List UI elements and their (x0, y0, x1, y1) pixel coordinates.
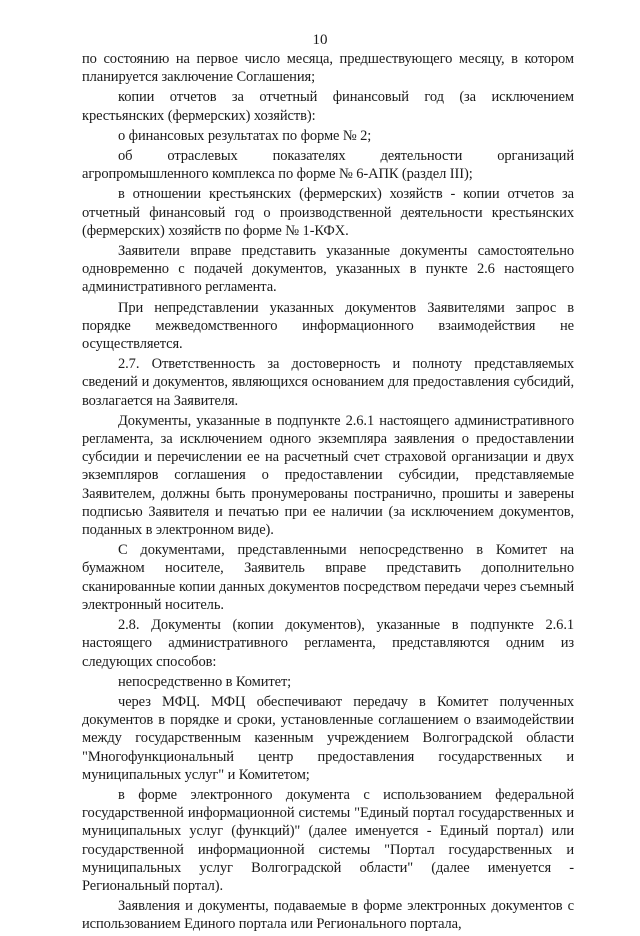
paragraph-12: непосредственно в Комитет; (118, 673, 292, 690)
paragraph-11: 2.8. Документы (копии документов), указанные в подпункте 2.6.1 настоящего административного регламента, представляются одним из следующих способов: (82, 617, 574, 670)
paragraph-10: С документами, представленными непосредственно в Комитет на бумажном носителе, Заявитель вправе представить дополнительно сканированные копии данных документов посредством передачи через съемный электронный носитель. (82, 542, 574, 613)
paragraph-3: о финансовых результатах по форме № 2; (118, 127, 372, 144)
paragraph-8: 2.7. Ответственность за достоверность и полноту представляемых сведений и документов, являющихся основанием для предоставления субсидий, возлагается на Заявителя. (82, 356, 574, 409)
paragraph-14: в форме электронного документа с использованием федеральной государственной информационной системы "Единый портал государственных и муниципальных услуг (функций)" (далее именуется - Единый портал) или государственной информационной системы "Портал государственных и муниципальных услуг Волгоградской области" (далее именуется - Региональный портал). (82, 786, 574, 894)
page-number: 10 (312, 32, 328, 48)
paragraph-5: в отношении крестьянских (фермерских) хозяйств - копии отчетов за отчетный финансовый год о производственной деятельности крестьянских (фермерских) хозяйств по форме № 1-КФХ. (82, 186, 574, 239)
paragraph-6: Заявители вправе представить указанные документы самостоятельно одновременно с подачей документов, указанных в пункте 2.6 настоящего административного регламента. (82, 243, 574, 296)
paragraph-4: об отраслевых показателях деятельности организаций агропромышленного комплекса по форме № 6-АПК (раздел III); (82, 148, 574, 183)
paragraph-1: по состоянию на первое число месяца, предшествующего месяцу, в котором планируется заключение Соглашения; (82, 51, 574, 86)
paragraph-7: При непредставлении указанных документов Заявителями запрос в порядке межведомственного информационного взаимодействия не осуществляется. (82, 299, 574, 353)
document-body (82, 50, 574, 936)
paragraph-2: копии отчетов за отчетный финансовый год (за исключением крестьянских (фермерских) хозяйств): (82, 89, 574, 124)
paragraph-9: Документы, указанные в подпункте 2.6.1 настоящего административного регламента, за исключением одного экземпляра заявления о предоставлении субсидии и перечислении ее на расчетный счет страховой организации и двух экземпляров соглашения о предоставлении субсидии, представляемые Заявителем, должны быть пронумерованы постранично, прошиты и заверены подписью Заявителя и печатью при ее наличии (за исключением документов, поданных в электронном виде). (82, 412, 574, 539)
paragraph-15: Заявления и документы, подаваемые в форме электронных документов с использованием Единого портала или Регионального портала, (82, 898, 574, 933)
paragraph-13: через МФЦ. МФЦ обеспечивают передачу в Комитет полученных документов в порядке и сроки, установленные соглашением о взаимодействии между государственным казенным учреждением Волгоградской области "Многофункциональный центр предоставления государственных и муниципальных услуг" и Комитетом; (82, 693, 574, 783)
